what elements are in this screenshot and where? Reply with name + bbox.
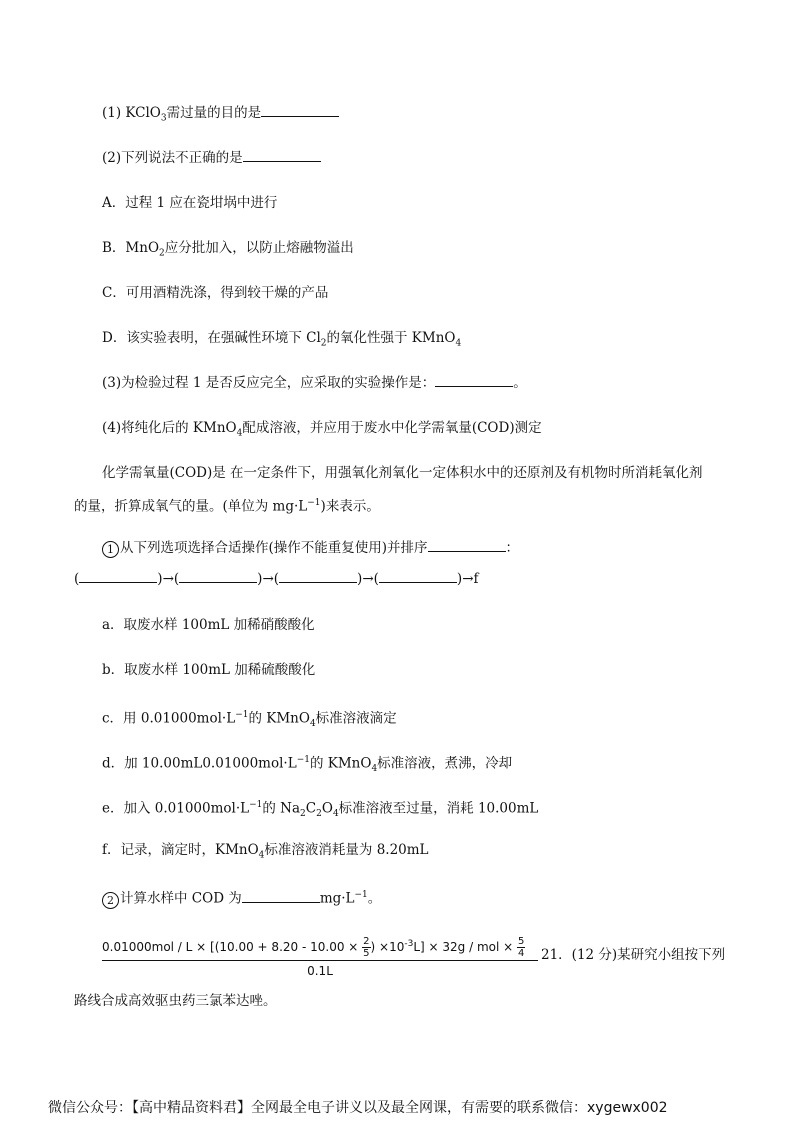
answer-blank — [242, 890, 320, 903]
question-1: (1) KClO$_3$需过量的目的是 — [102, 104, 339, 128]
sequence-blank — [79, 570, 157, 583]
option-a: a．取废水样 100mL 加稀硝酸酸化 — [102, 617, 315, 633]
option-e: e．加入 $0.01000mol\cdot L^{-1}$的 $Na_2C_2O_4$标准溶液至过量，消耗 10.00mL — [102, 800, 539, 820]
operation-sequence: ( )→( )→( )→( )→f — [74, 571, 479, 587]
cod-definition-line1: 化学需氧量(COD)是 在一定条件下，用强氧化剂氧化一定体积水中的还原剂及有机物时所消耗氧化剂 — [102, 465, 703, 481]
option-D: D．该实验表明，在强碱性环境下 $Cl_2$的氧化性强于 KMnO$_4$ — [102, 330, 462, 349]
cod-definition-line2: 的量，折算成氧气的量。(单位为 $mg\cdot L^{-1}$)来表示。 — [74, 498, 380, 515]
fraction-bar — [102, 960, 538, 961]
option-b: b．取废水样 100mL 加稀硫酸酸化 — [102, 662, 316, 678]
option-c: c．用 $0.01000mol\cdot L^{-1}$的 KMnO$_4$标准溶液滴定 — [102, 710, 397, 730]
footer-watermark: 微信公众号：【高中精品资料君】全网最全电子讲义以及最全网课，有需要的联系微信：xygewx002 — [48, 1100, 668, 1116]
option-A: A．过程 1 应在瓷坩埚中进行 — [102, 195, 278, 211]
formula-numerator: 0.01000mol / L × [(10.00 + 8.20 - 10.00 × $\frac{2}{5}$ ) $\times 10^{-3}L] \times 32g$ / mol × $\frac{5}{4}$ — [102, 936, 525, 959]
answer-blank — [261, 104, 339, 117]
answer-blank — [243, 149, 321, 162]
fraction-2-5: $\frac{2}{5}$ — [363, 936, 370, 959]
question-21-line1: 21．(12 分)某研究小组按下列 — [541, 947, 726, 963]
circled-number: 1 — [102, 541, 119, 558]
cod-formula — [102, 928, 538, 978]
option-C: C．可用酒精洗涤，得到较干燥的产品 — [102, 285, 329, 301]
subquestion-1: 1 从下列选项选择合适操作(操作不能重复使用)并排序 ： — [102, 539, 519, 558]
question-4: (4)将纯化后的 KMnO$_4$配成溶液，并应用于废水中化学需氧量(COD)测定 — [102, 420, 542, 439]
option-B: B．MnO$_2$应分批加入，以防止熔融物溢出 — [102, 240, 354, 259]
sequence-blank — [279, 570, 357, 583]
subquestion-2: 2 计算水样中 COD 为 $mg\cdot L^{-1}$。 — [102, 886, 381, 909]
answer-blank — [435, 374, 513, 387]
circled-number: 2 — [102, 892, 119, 909]
answer-blank — [428, 539, 506, 552]
fraction-5-4: $\frac{5}{4}$ — [518, 936, 525, 959]
question-3: (3)为检验过程 1 是否反应完全，应采取的实验操作是： 。 — [102, 375, 527, 391]
formula-denominator: 0.1L — [307, 964, 333, 978]
question-21-line2: 路线合成高效驱虫药三氯苯达唑。 — [74, 993, 277, 1009]
sequence-blank — [179, 570, 257, 583]
option-d: d．加 $10.00mL0.01000mol\cdot L^{-1}$的 KMnO$_4$标准溶液，煮沸，冷却 — [102, 755, 513, 775]
option-f: f．记录，滴定时，KMnO$_4$标准溶液消耗量为 8.20mL — [102, 842, 429, 861]
sequence-blank — [379, 570, 457, 583]
question-2: (2)下列说法不正确的是 — [102, 149, 321, 167]
